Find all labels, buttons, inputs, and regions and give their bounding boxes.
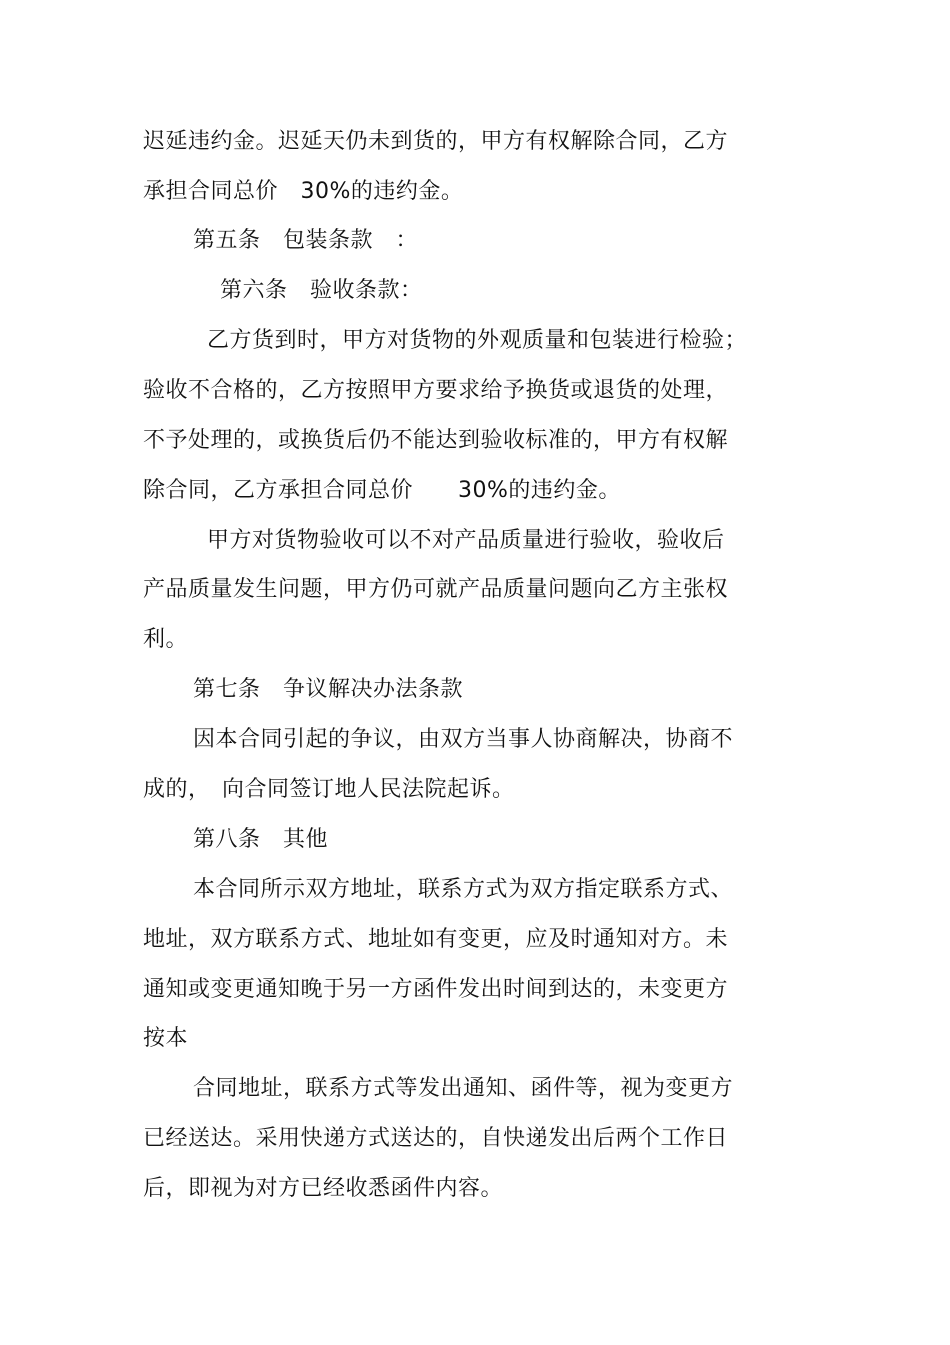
text-line: 地址，双方联系方式、地址如有变更，应及时通知对方。未 xyxy=(143,927,729,952)
text-line: 乙方货到时，甲方对货物的外观质量和包装进行检验； xyxy=(207,328,748,353)
section-heading: 第五条 包装条款 ： xyxy=(193,228,419,253)
text-line: 因本合同引起的争议，由双方当事人协商解决，协商不 xyxy=(193,727,734,752)
text-line: 通知或变更通知晚于另一方函件发出时间到达的，未变更方 xyxy=(143,977,729,1002)
section-heading: 第八条 其他 xyxy=(193,827,329,852)
text-line: 成的， 向合同签订地人民法院起诉。 xyxy=(143,777,515,802)
text-line: 承担合同总价 30%的违约金。 xyxy=(143,179,464,204)
text-line: 后，即视为对方已经收悉函件内容。 xyxy=(143,1176,504,1201)
text-line: 产品质量发生问题，甲方仍可就产品质量问题向乙方主张权 xyxy=(143,577,729,602)
section-heading: 第七条 争议解决办法条款 xyxy=(193,677,464,702)
text-line: 迟延违约金。迟延天仍未到货的，甲方有权解除合同，乙方 xyxy=(143,129,729,154)
text-line: 本合同所示双方地址，联系方式为双方指定联系方式、 xyxy=(193,877,734,902)
text-line: 不予处理的，或换货后仍不能达到验收标准的，甲方有权解 xyxy=(143,428,729,453)
text-line: 按本 xyxy=(143,1026,189,1051)
text-line: 利。 xyxy=(143,627,189,652)
text-line: 已经送达。采用快递方式送达的，自快递发出后两个工作日 xyxy=(143,1126,729,1151)
text-line: 甲方对货物验收可以不对产品质量进行验收，验收后 xyxy=(207,528,725,553)
text-line: 合同地址，联系方式等发出通知、函件等，视为变更方 xyxy=(193,1076,734,1101)
text-line: 除合同，乙方承担合同总价 30%的违约金。 xyxy=(143,478,621,503)
text-line: 验收不合格的，乙方按照甲方要求给予换货或退货的处理， xyxy=(143,378,729,403)
section-heading: 第六条 验收条款： xyxy=(220,278,423,303)
